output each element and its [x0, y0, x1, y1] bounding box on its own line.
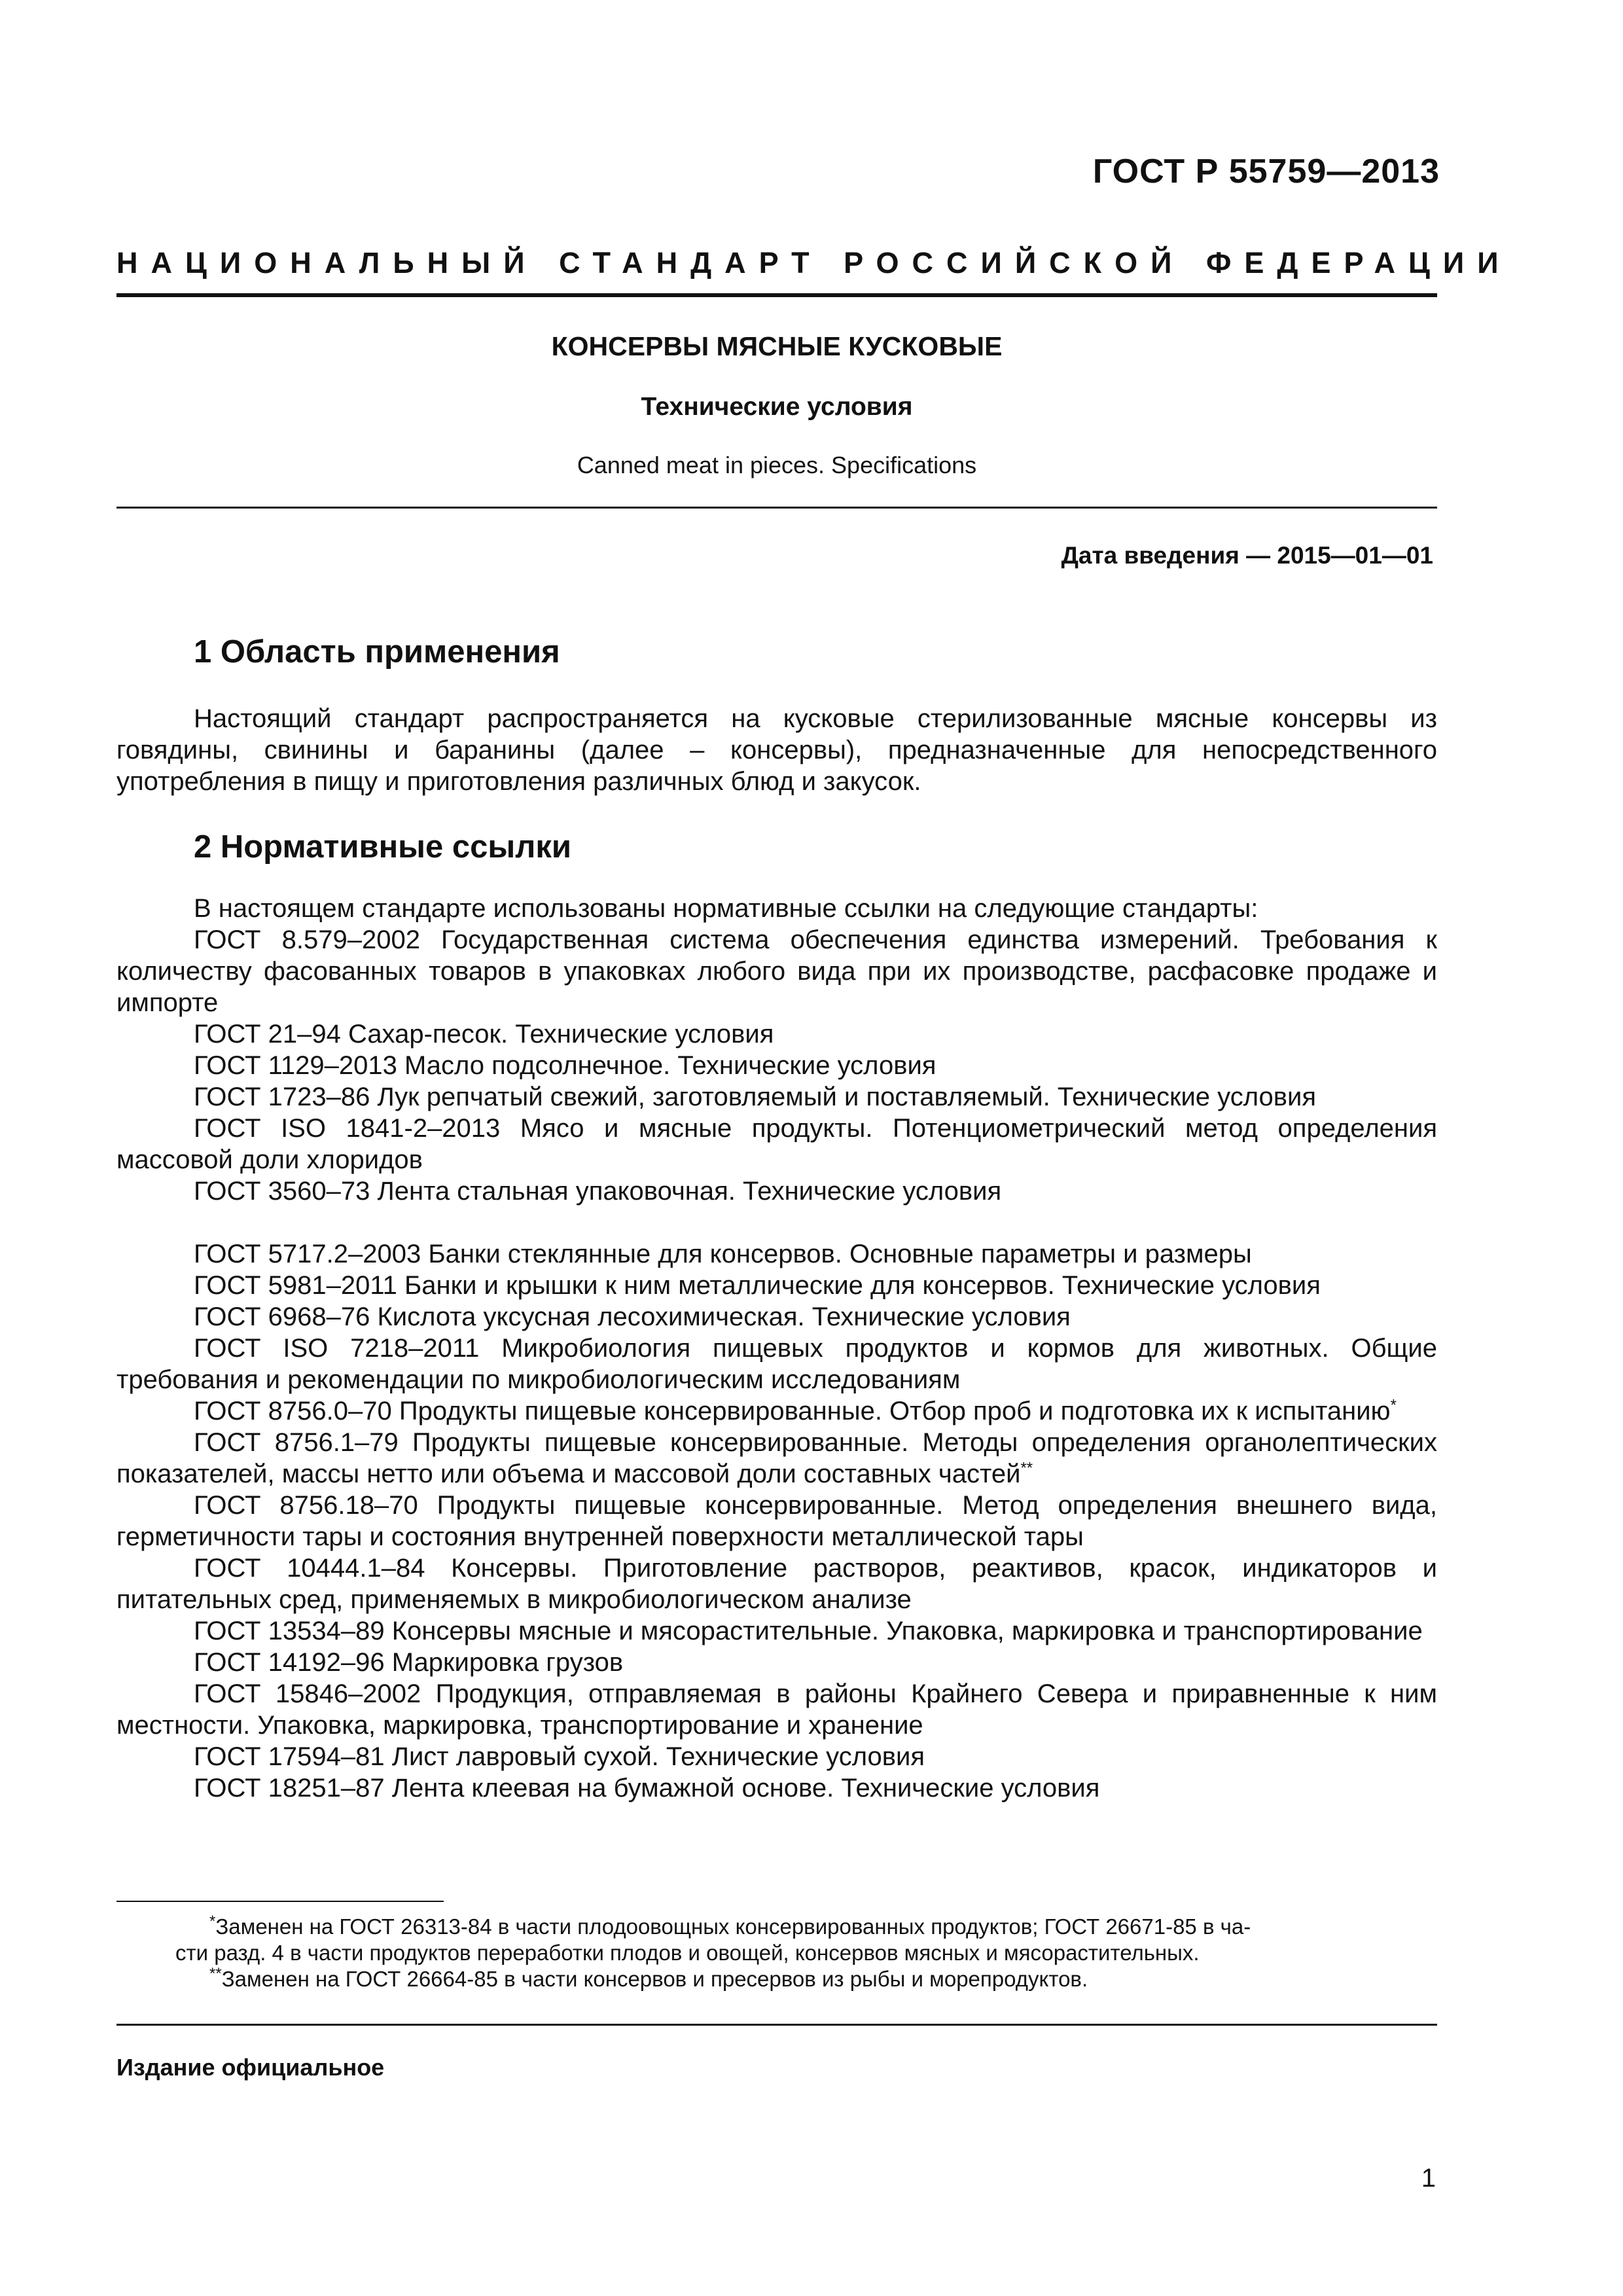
- official-edition-label: Издание официальное: [116, 2054, 385, 2081]
- reference-item: ГОСТ 18251–87 Лента клеевая на бумажной основе. Технические условия: [194, 1774, 1100, 1803]
- footnote-marker: **: [209, 1965, 222, 1982]
- reference-item: ГОСТ 10444.1–84 Консервы. Приготовление растворов, реактивов, красок, индикаторов и питательных сред, применяемых в микробиологическом анализе: [116, 1554, 1437, 1614]
- reference-item: ГОСТ 17594–81 Лист лавровый сухой. Технические условия: [194, 1742, 925, 1771]
- reference-item: ГОСТ 6968–76 Кислота уксусная лесохимическая. Технические условия: [194, 1302, 1071, 1331]
- document-number: ГОСТ Р 55759—2013: [1092, 152, 1440, 190]
- footnote-separator: [116, 1901, 444, 1902]
- reference-item-with-footnote: [116, 1427, 1437, 1490]
- document-title: КОНСЕРВЫ МЯСНЫЕ КУСКОВЫЕ: [551, 331, 1003, 361]
- scope-paragraph: Настоящий стандарт распространяется на кусковые стерилизованные мясные консервы из говядины, свинины и баранины (далее – консервы), предназначенные для непосредственного употребления в пищу и приготовления различных блюд и закусок.: [116, 704, 1437, 796]
- reference-item: ГОСТ 15846–2002 Продукция, отправляемая в районы Крайнего Севера и приравненные к ним местности. Упаковка, маркировка, транспортирование и хранение: [116, 1679, 1437, 1740]
- reference-text: ГОСТ 8756.1–79 Продукты пищевые консервированные. Методы определения органолептических показателей, массы нетто или объема и массовой доли составных частей: [116, 1428, 1437, 1488]
- introduction-date: Дата введения — 2015—01—01: [1061, 542, 1433, 569]
- english-title: Canned meat in pieces. Specifications: [577, 452, 977, 478]
- reference-item: ГОСТ 5981–2011 Банки и крышки к ним металлические для консервов. Технические условия: [194, 1271, 1321, 1300]
- reference-item: ГОСТ 8756.18–70 Продукты пищевые консервированные. Метод определения внешнего вида, герметичности тары и состояния внутренней поверхности металлической тары: [116, 1491, 1437, 1551]
- page-number: 1: [1421, 2164, 1436, 2193]
- footnote-marker: *: [1390, 1396, 1397, 1414]
- footnotes: [116, 1914, 1437, 1992]
- footnote-text: Заменен на ГОСТ 26313-84 в части плодоовощных консервированных продуктов; ГОСТ 26671-85 в ча-: [215, 1914, 1251, 1939]
- references-section: [116, 893, 1437, 1804]
- reference-item: ГОСТ 8.579–2002 Государственная система обеспечения единства измерений. Требования к количеству фасованных товаров в упаковках любого вида при их производстве, расфасовке продаже и импорте: [116, 925, 1437, 1017]
- reference-text: ГОСТ 8756.0–70 Продукты пищевые консервированные. Отбор проб и подготовка их к испытанию: [194, 1397, 1391, 1426]
- reference-item: ГОСТ ISO 7218–2011 Микробиология пищевых продуктов и кормов для животных. Общие требования и рекомендации по микробиологическим исследованиям: [116, 1334, 1437, 1394]
- reference-item: ГОСТ 3560–73 Лента стальная упаковочная. Технические условия: [194, 1177, 1002, 1206]
- reference-item-with-footnote: [116, 1395, 1437, 1427]
- reference-item: ГОСТ 13534–89 Консервы мясные и мясорастительные. Упаковка, маркировка и транспортирование: [194, 1617, 1423, 1645]
- title-rule: [116, 507, 1437, 509]
- footer-rule: [116, 2024, 1437, 2026]
- section-heading-references: 2 Нормативные ссылки: [194, 829, 571, 865]
- footnote-text: Заменен на ГОСТ 26664-85 в части консервов и пресервов из рыбы и морепродуктов.: [221, 1967, 1088, 1991]
- blank-line: [116, 1207, 1437, 1238]
- reference-item: ГОСТ ISO 1841-2–2013 Мясо и мясные продукты. Потенциометрический метод определения массовой доли хлоридов: [116, 1114, 1437, 1174]
- reference-item: ГОСТ 14192–96 Маркировка грузов: [194, 1648, 624, 1677]
- reference-item: ГОСТ 5717.2–2003 Банки стеклянные для консервов. Основные параметры и размеры: [194, 1240, 1252, 1268]
- references-intro: В настоящем стандарте использованы нормативные ссылки на следующие стандарты:: [194, 894, 1258, 923]
- scope-section: [116, 703, 1437, 797]
- footnote-1-continuation: сти разд. 4 в части продуктов переработки плодов и овощей, консервов мясных и мясорастительных.: [175, 1941, 1200, 1965]
- reference-item: ГОСТ 1129–2013 Масло подсолнечное. Технические условия: [194, 1051, 936, 1080]
- header-rule: [116, 293, 1437, 297]
- reference-item: ГОСТ 1723–86 Лук репчатый свежий, заготовляемый и поставляемый. Технические условия: [194, 1083, 1316, 1111]
- national-standard-banner: НАЦИОНАЛЬНЫЙ СТАНДАРТ РОССИЙСКОЙ ФЕДЕРАЦИИ: [116, 246, 1512, 279]
- document-subtitle: Технические условия: [641, 393, 913, 421]
- footnote-2: [116, 1966, 1437, 1992]
- footnote-marker: **: [1020, 1459, 1033, 1477]
- reference-item: ГОСТ 21–94 Сахар-песок. Технические условия: [194, 1020, 774, 1049]
- section-heading-scope: 1 Область применения: [194, 634, 560, 670]
- footnote-marker: *: [209, 1912, 216, 1930]
- footnote-1: [116, 1914, 1437, 1940]
